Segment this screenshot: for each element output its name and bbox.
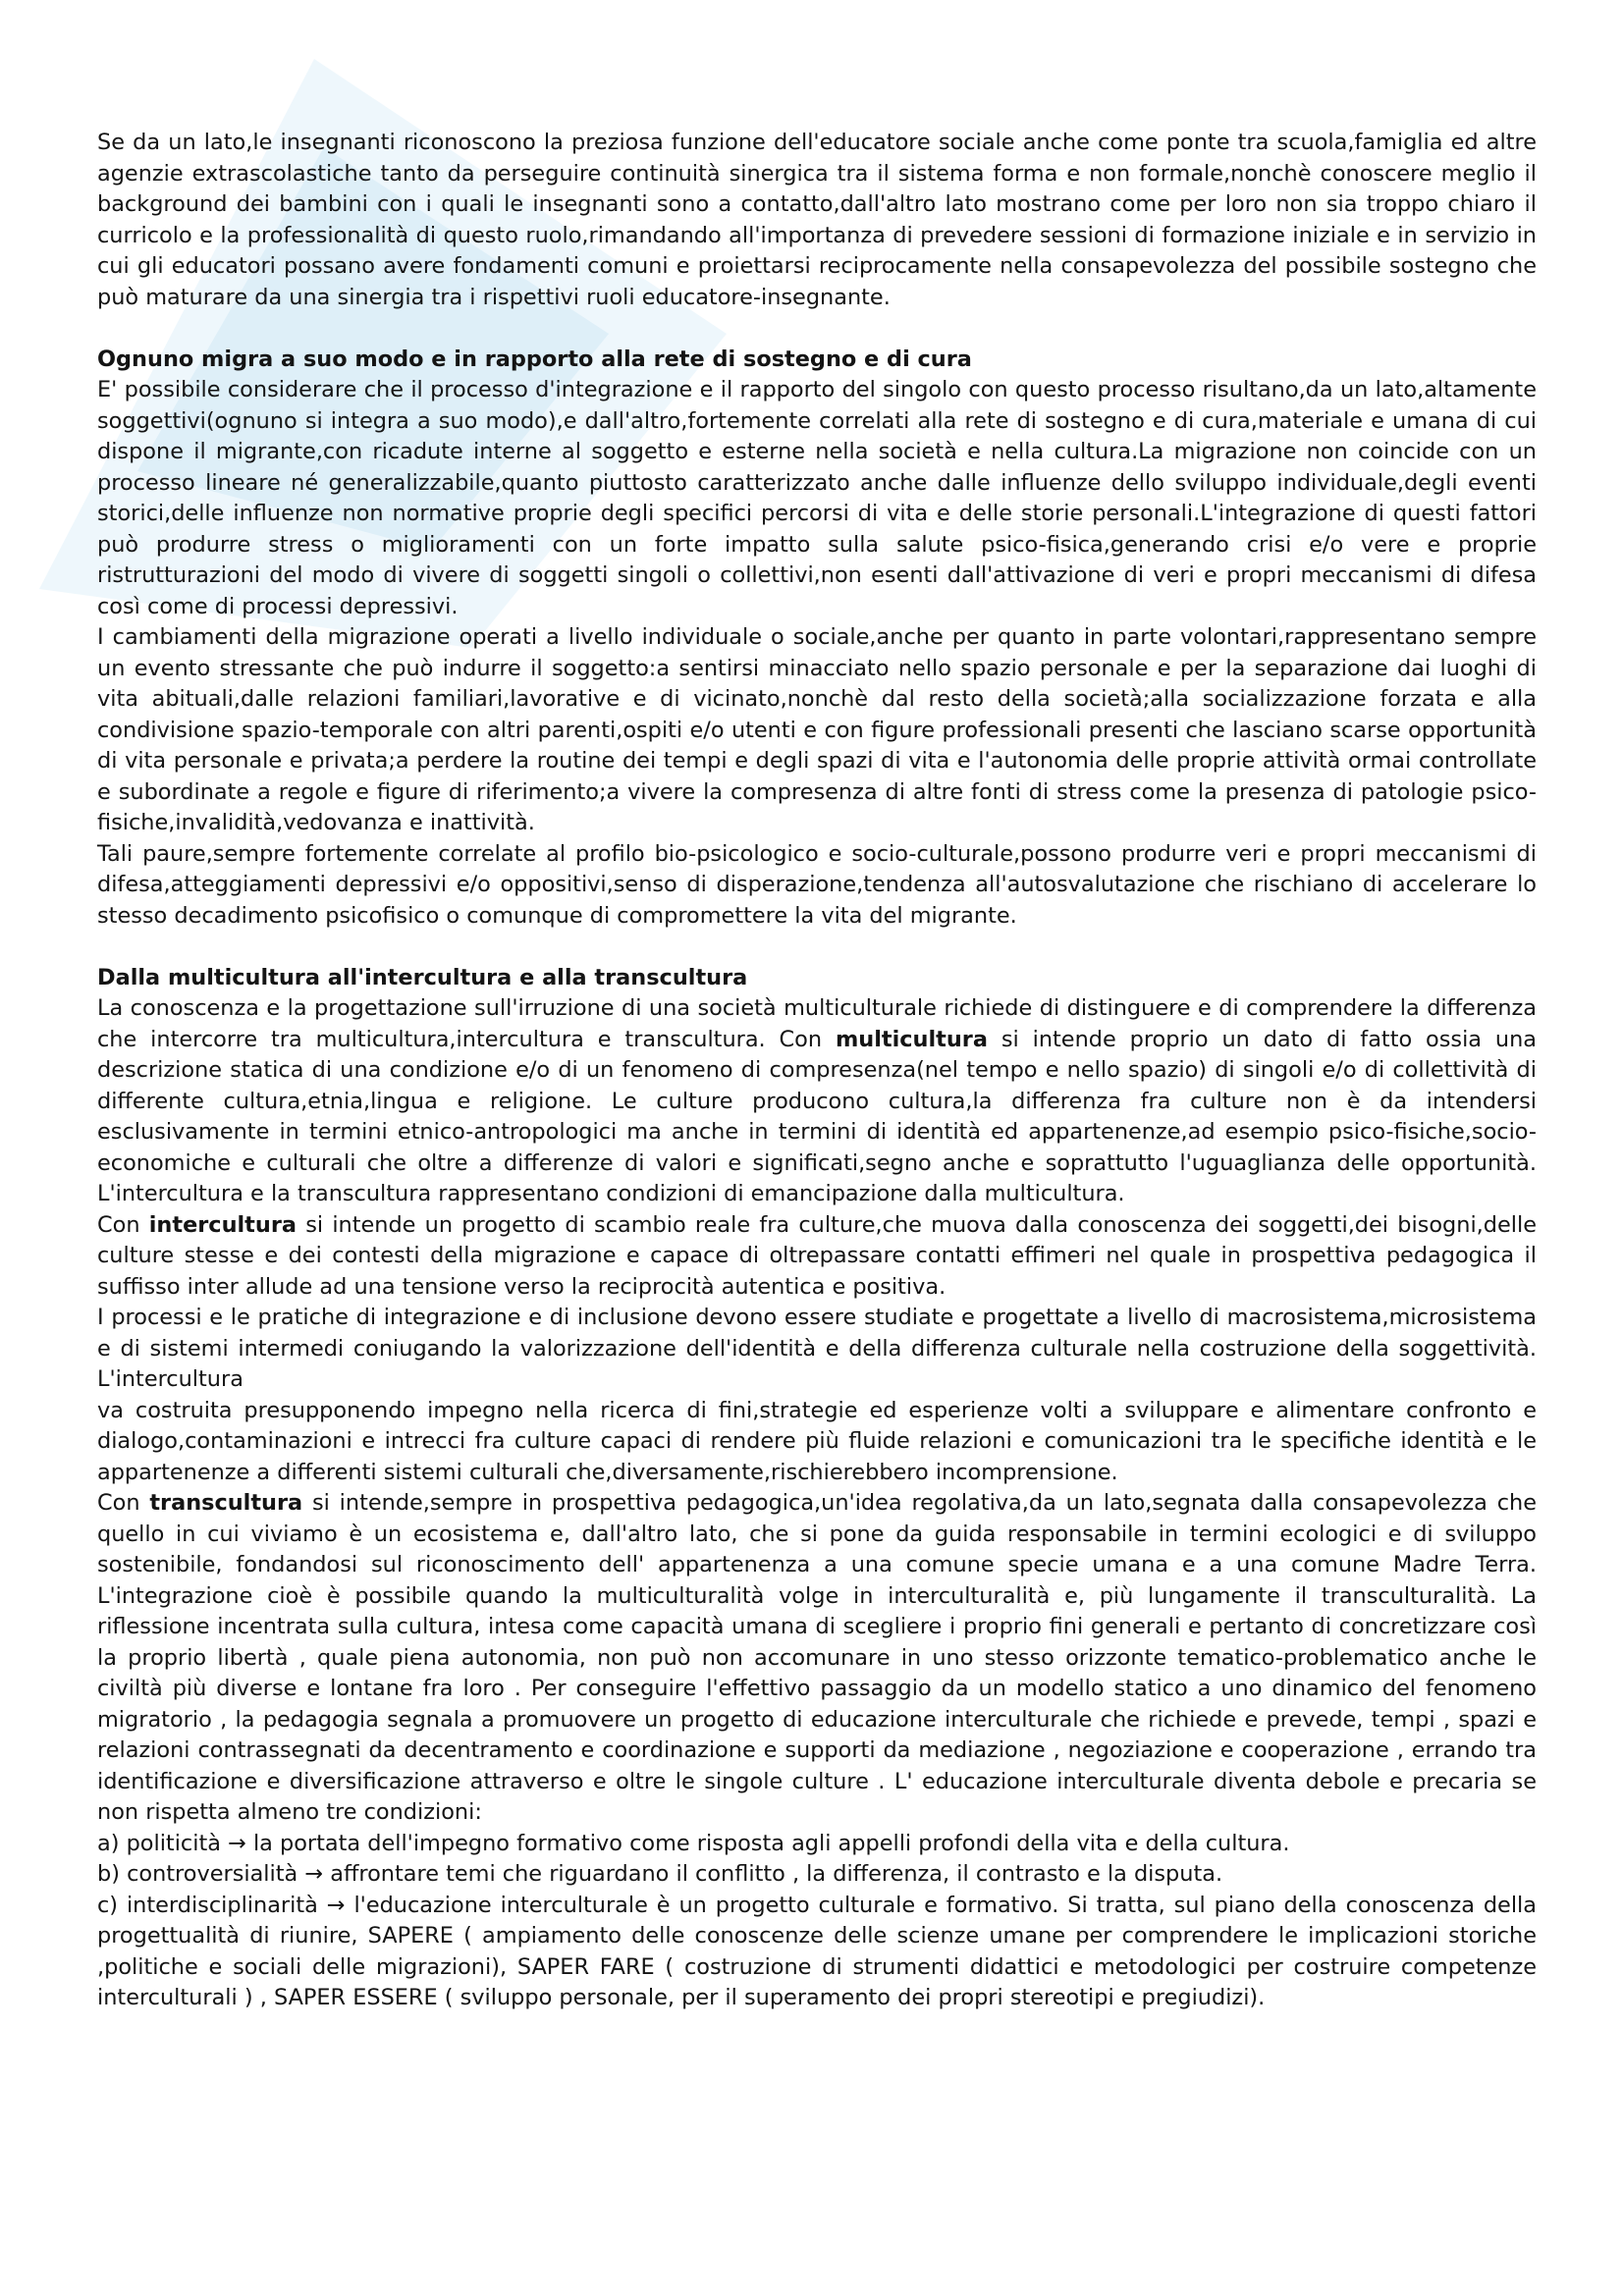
spacer bbox=[97, 313, 1537, 345]
paragraph: Con intercultura si intende un progetto di scambio reale fra culture,che muova dalla conoscenza dei soggetti,dei bisogni,delle culture stesse e dei contesti della migrazione e capace di oltrepassare contatti effimeri nel quale in prospettiva pedagogica il suffisso inter allude ad una tensione verso la reciprocità autentica e positiva. bbox=[97, 1211, 1537, 1300]
paragraph: E' possibile considerare che il processo d'integrazione e il rapporto del singolo con questo processo risultano,da un lato,altamente soggettivi(ognuno si integra a suo modo),e dall'altro,fortemente correlati alla rete di sostegno e di cura,materiale e umana di cui dispone il migrante,con ricadute interne al soggetto e esterne nella società e nella cultura.La migrazione non coincide con un processo lineare né generalizzabile,quanto piuttosto caratterizzato anche dalle influenze dello sviluppo individuale,degli eventi storici,delle influenze non normative proprie degli specifici percorsi di vita e delle storie personali.L'integrazione di questi fattori può produrre stress o miglioramenti con un forte impatto sulla salute psico-fisica,generando crisi e/o vere e proprie ristrutturazioni del modo di vivere di soggetti singoli o collettivi,non esenti dall'attivazione di veri e propri meccanismi di difesa così come di processi depressivi. bbox=[97, 377, 1537, 619]
intro-paragraph: Se da un lato,le insegnanti riconoscono la preziosa funzione dell'educatore sociale anche come ponte tra scuola,famiglia ed altre agenzie extrascolastiche tanto da perseguire continuità sinergica tra il sistema forma e non formale,nonchè conoscere meglio il background dei bambini con i quali le insegnanti sono a contatto,dall'altro lato mostrano come per loro non sia troppo chiaro il curricolo e la professionalità di questo ruolo,rimandando all'importanza di prevedere sessioni di formazione iniziale e in servizio in cui gli educatori possano avere fondamenti comuni e proiettarsi reciprocamente nella consapevolezza del possibile sostegno che può maturare da una sinergia tra i rispettivi ruoli educatore-insegnante. bbox=[97, 130, 1537, 310]
spacer bbox=[97, 932, 1537, 963]
section-heading-migration: Ognuno migra a suo modo e in rapporto alla rete di sostegno e di cura bbox=[97, 346, 972, 372]
paragraph: La conoscenza e la progettazione sull'irruzione di una società multiculturale richiede di distinguere e di comprendere la differenza che intercorre tra multicultura,intercultura e transcultura. Con multicultura si intende proprio un dato di fatto ossia una descrizione statica di una condizione e/o di un fenomeno di compresenza(nel tempo e nello spazio) di singoli e/o di collettività di differente cultura,etnia,lingua e religione. Le culture producono cultura,la differenza fra culture non è da intendersi esclusivamente in termini etnico-antropologici ma anche in termini di identità ed appartenenze,ad esempio psico-fisiche,socio-economiche e culturali che oltre a differenze di valori e significati,segno anche e soprattutto l'uguaglianza delle opportunità. L'intercultura e la transcultura rappresentano condizioni di emancipazione dalla multicultura. bbox=[97, 995, 1537, 1206]
paragraph: I processi e le pratiche di integrazione e di inclusione devono essere studiate e progettate a livello di macrosistema,microsistema e di sistemi intermedi coniugando la valorizzazione dell'identità e della differenza culturale nella costruzione della soggettività. L'intercultura bbox=[97, 1305, 1537, 1392]
paragraph: I cambiamenti della migrazione operati a livello individuale o sociale,anche per quanto in parte volontari,rappresentano sempre un evento stressante che può indurre il soggetto:a sentirsi minacciato nello spazio personale e per la separazione dai luoghi di vita abituali,dalle relazioni familiari,lavorative e di vicinato,nonchè dal resto della società;alla socializzazione forzata e alla condivisione spazio-temporale con altri parenti,ospiti e/o utenti e con figure professionali presenti che lasciano scarse opportunità di vita personale e privata;a perdere la routine dei tempi e degli spazi di vita e l'autonomia delle proprie attività ormai controllate e subordinate a regole e figure di riferimento;a vivere la compresenza di altre fonti di stress come la presenza di patologie psico-fisiche,invalidità,vedovanza e inattività. bbox=[97, 624, 1537, 835]
term-transcultura: transcultura bbox=[149, 1490, 303, 1516]
paragraph: Con transcultura si intende,sempre in prospettiva pedagogica,un'idea regolativa,da un lato,segnata dalla consapevolezza che quello in cui viviamo è un ecosistema e, dall'altro lato, che si pone da guida responsabile in termini ecologici e di sviluppo sostenibile, fondandosi sul riconoscimento dell' appartenenza a una comune specie umana e a una comune Madre Terra. L'integrazione cioè è possibile quando la multiculturalità volge in interculturalità e, più lungamente il transculturalità. La riflessione incentrata sulla cultura, intesa come capacità umana di scegliere i proprio fini generali e pertanto di concretizzare così la proprio libertà , quale piena autonomia, non può non accomunare in uno stesso orizzonte tematico-problematico anche le civiltà più diverse e lontane fra loro . Per conseguire l'effettivo passaggio da un modello statico a uno dinamico del fenomeno migratorio , la pedagogia segnala a promuovere un progetto di educazione interculturale che richiede e prevede, tempi , spazi e relazioni contrassegnati da decentramento e coordinazione e supporti da mediazione , negoziazione e cooperazione , errando tra identificazione e diversificazione attraverso e oltre le singole culture . L' educazione interculturale diventa debole e precaria se non rispetta almeno tre condizioni: bbox=[97, 1490, 1537, 1825]
paragraph: Tali paure,sempre fortemente correlate al profilo bio-psicologico e socio-culturale,possono produrre veri e propri meccanismi di difesa,atteggiamenti depressivi e/o oppositivi,senso di disperazione,tendenza all'autosvalutazione che rischiano di accelerare lo stesso decadimento psicofisico o comunque di compromettere la vita del migrante. bbox=[97, 840, 1537, 929]
term-intercultura: intercultura bbox=[148, 1211, 297, 1238]
list-item: c) interdisciplinarità → l'educazione interculturale è un progetto culturale e formativo. Si tratta, sul piano della conoscenza della progettualità di riunire, SAPERE ( ampiamento delle conoscenze delle scienze umane per comprendere le implicazioni storiche ,politiche e sociali delle migrazioni), SAPER FARE ( costruzione di strumenti didattici e metodologici per costruire competenze interculturali ) , SAPER ESSERE ( sviluppo personale, per il superamento dei propri stereotipi e pregiudizi). bbox=[97, 1892, 1537, 2010]
term-multicultura: multicultura bbox=[835, 1026, 988, 1052]
list-item: b) controversialità → affrontare temi che riguardano il conflitto , la differenza, il contrasto e la disputa. bbox=[97, 1861, 1223, 1887]
list-item: a) politicità → la portata dell'impegno formativo come risposta agli appelli profondi della vita e della cultura. bbox=[97, 1830, 1290, 1856]
document-page bbox=[97, 128, 1537, 2014]
paragraph: va costruita presupponendo impegno nella ricerca di fini,strategie ed esperienze volti a sviluppare e alimentare confronto e dialogo,contaminazioni e intrecci fra culture capaci di rendere più fluide relazioni e comunicazioni tra le specifiche identità e le appartenenze a differenti sistemi culturali che,diversamente,rischierebbero incomprensione. bbox=[97, 1397, 1537, 1485]
section-heading-multicultura: Dalla multicultura all'intercultura e alla transcultura bbox=[97, 964, 748, 990]
